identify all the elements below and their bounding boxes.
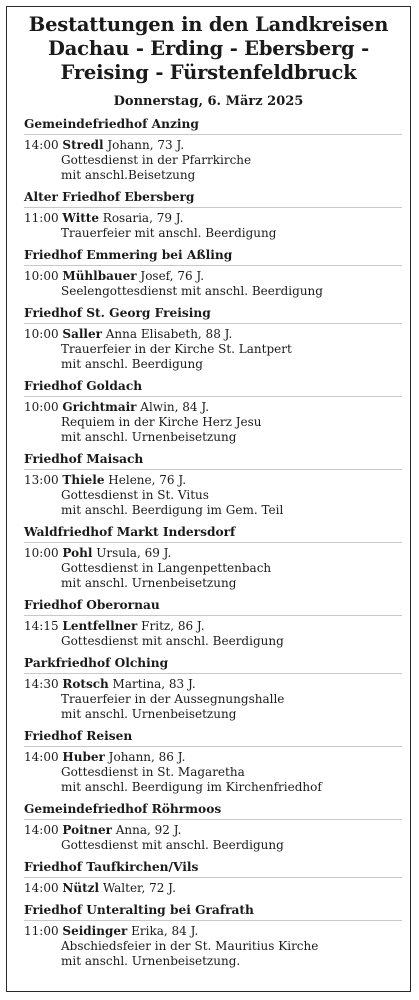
cemetery-name: Friedhof St. Georg Freising [24, 305, 402, 324]
cemetery-section [24, 597, 402, 649]
deceased-surname: Pohl [62, 546, 93, 560]
deceased-surname: Seidinger [62, 924, 128, 938]
cemetery-section [24, 189, 402, 241]
title-line: Dachau - Erding - Ebersberg - [48, 37, 369, 60]
burial-entry [24, 211, 402, 241]
cemetery-section [24, 859, 402, 896]
entry-headline [24, 269, 402, 284]
service-detail: Gottesdienst in St. Magaretha [61, 765, 245, 779]
title-line: Bestattungen in den Landkreisen [28, 13, 389, 36]
cemetery-name: Gemeindefriedhof Röhrmoos [24, 801, 402, 820]
cemetery-name: Friedhof Emmering bei Aßling [24, 247, 402, 266]
entry-headline [24, 677, 402, 692]
burial-time: 10:00 [24, 400, 59, 414]
deceased-surname: Huber [62, 750, 105, 764]
deceased-surname: Thiele [62, 473, 105, 487]
deceased-surname: Stredl [62, 138, 104, 152]
burial-time: 14:30 [24, 677, 59, 691]
service-detail: Gottesdienst in der Pfarrkirche [61, 153, 252, 167]
entry-headline [24, 924, 402, 939]
burial-time: 13:00 [24, 473, 59, 487]
service-detail: Gottesdienst in St. Vitus [61, 488, 209, 502]
burial-entry [24, 823, 402, 853]
burial-entry [24, 400, 402, 445]
entry-headline [24, 473, 402, 488]
burial-time: 14:15 [24, 619, 59, 633]
service-detail: Trauerfeier in der Aussegnungshalle [61, 692, 285, 706]
cemetery-name: Friedhof Taufkirchen/Vils [24, 859, 402, 878]
cemetery-name: Friedhof Goldach [24, 378, 402, 397]
service-detail: mit anschl. Urnenbeisetzung [61, 707, 237, 721]
burial-entry [24, 327, 402, 372]
service-detail: mit anschl.Beisetzung [61, 168, 196, 182]
burial-entry [24, 881, 402, 896]
cemetery-section [24, 451, 402, 518]
service-detail: mit anschl. Beerdigung im Gem. Teil [61, 503, 284, 517]
deceased-surname: Lentfellner [62, 619, 138, 633]
deceased-name-age: Alwin, 84 J. [136, 400, 210, 414]
burial-entry [24, 546, 402, 591]
cemetery-section [24, 378, 402, 445]
deceased-name-age: Johann, 86 J. [104, 750, 186, 764]
burial-time: 11:00 [24, 924, 59, 938]
deceased-surname: Rotsch [62, 677, 109, 691]
burial-entry [24, 619, 402, 649]
deceased-surname: Mühlbauer [62, 269, 137, 283]
service-detail: Trauerfeier in der Kirche St. Lantpert [61, 342, 292, 356]
deceased-name-age: Rosaria, 79 J. [98, 211, 184, 225]
deceased-surname: Grichtmair [62, 400, 137, 414]
entry-headline [24, 823, 402, 838]
deceased-surname: Poitner [62, 823, 112, 837]
deceased-surname: Witte [62, 211, 99, 225]
service-detail: Gottesdienst mit anschl. Beerdigung [61, 838, 284, 852]
entry-headline [24, 138, 402, 153]
cemetery-section [24, 247, 402, 299]
deceased-name-age: Anna, 92 J. [111, 823, 182, 837]
burial-time: 14:00 [24, 138, 59, 152]
deceased-name-age: Ursula, 69 J. [92, 546, 172, 560]
entry-headline [24, 546, 402, 561]
burial-time: 11:00 [24, 211, 59, 225]
cemetery-name: Friedhof Oberornau [24, 597, 402, 616]
entry-headline [24, 211, 402, 226]
deceased-name-age: Walter, 72 J. [99, 881, 176, 895]
entry-headline [24, 619, 402, 634]
cemetery-section [24, 801, 402, 853]
burial-time: 14:00 [24, 750, 59, 764]
burial-entry [24, 677, 402, 722]
cemetery-name: Friedhof Unteralting bei Grafrath [24, 902, 402, 921]
entry-headline [24, 327, 402, 342]
date-heading: Donnerstag, 6. März 2025 [113, 94, 304, 109]
burial-entry [24, 473, 402, 518]
service-detail: Requiem in der Kirche Herz Jesu [61, 415, 262, 429]
entry-headline [24, 750, 402, 765]
cemetery-section [24, 655, 402, 722]
title-line: Freising - Fürstenfeldbruck [60, 61, 357, 84]
service-detail: Trauerfeier mit anschl. Beerdigung [61, 226, 277, 240]
cemetery-section [24, 524, 402, 591]
service-detail: Gottesdienst mit anschl. Beerdigung [61, 634, 284, 648]
deceased-name-age: Josef, 76 J. [136, 269, 205, 283]
cemetery-section [24, 902, 402, 969]
burial-time: 14:00 [24, 881, 59, 895]
service-detail: Seelengottesdienst mit anschl. Beerdigung [61, 284, 323, 298]
deceased-name-age: Helene, 76 J. [104, 473, 187, 487]
cemetery-name: Friedhof Maisach [24, 451, 402, 470]
burial-time: 10:00 [24, 269, 59, 283]
deceased-name-age: Fritz, 86 J. [137, 619, 205, 633]
cemetery-list [7, 116, 410, 969]
deceased-surname: Nützl [62, 881, 100, 895]
deceased-name-age: Johann, 73 J. [103, 138, 185, 152]
cemetery-name: Friedhof Reisen [24, 728, 402, 747]
cemetery-name: Gemeindefriedhof Anzing [24, 116, 402, 135]
deceased-name-age: Anna Elisabeth, 88 J. [101, 327, 233, 341]
entry-headline [24, 881, 402, 896]
cemetery-name: Waldfriedhof Markt Indersdorf [24, 524, 402, 543]
service-detail: mit anschl. Beerdigung [61, 357, 203, 371]
service-detail: mit anschl. Beerdigung im Kirchenfriedhof [61, 780, 322, 794]
deceased-surname: Saller [62, 327, 102, 341]
deceased-name-age: Martina, 83 J. [108, 677, 196, 691]
cemetery-section [24, 116, 402, 183]
cemetery-name: Parkfriedhof Olching [24, 655, 402, 674]
cemetery-section [24, 305, 402, 372]
deceased-name-age: Erika, 84 J. [127, 924, 199, 938]
burial-entry [24, 750, 402, 795]
service-detail: mit anschl. Urnenbeisetzung. [61, 954, 241, 968]
burial-time: 10:00 [24, 327, 59, 341]
service-detail: mit anschl. Urnenbeisetzung [61, 576, 237, 590]
page-title [7, 13, 410, 85]
service-detail: mit anschl. Urnenbeisetzung [61, 430, 237, 444]
service-detail: Gottesdienst in Langenpettenbach [61, 561, 272, 575]
burial-time: 10:00 [24, 546, 59, 560]
cemetery-section [24, 728, 402, 795]
service-detail: Abschiedsfeier in der St. Mauritius Kirche [61, 939, 319, 953]
cemetery-name: Alter Friedhof Ebersberg [24, 189, 402, 208]
burial-time: 14:00 [24, 823, 59, 837]
notice-frame [6, 6, 411, 992]
burial-entry [24, 138, 402, 183]
burial-entry [24, 924, 402, 969]
entry-headline [24, 400, 402, 415]
burial-entry [24, 269, 402, 299]
